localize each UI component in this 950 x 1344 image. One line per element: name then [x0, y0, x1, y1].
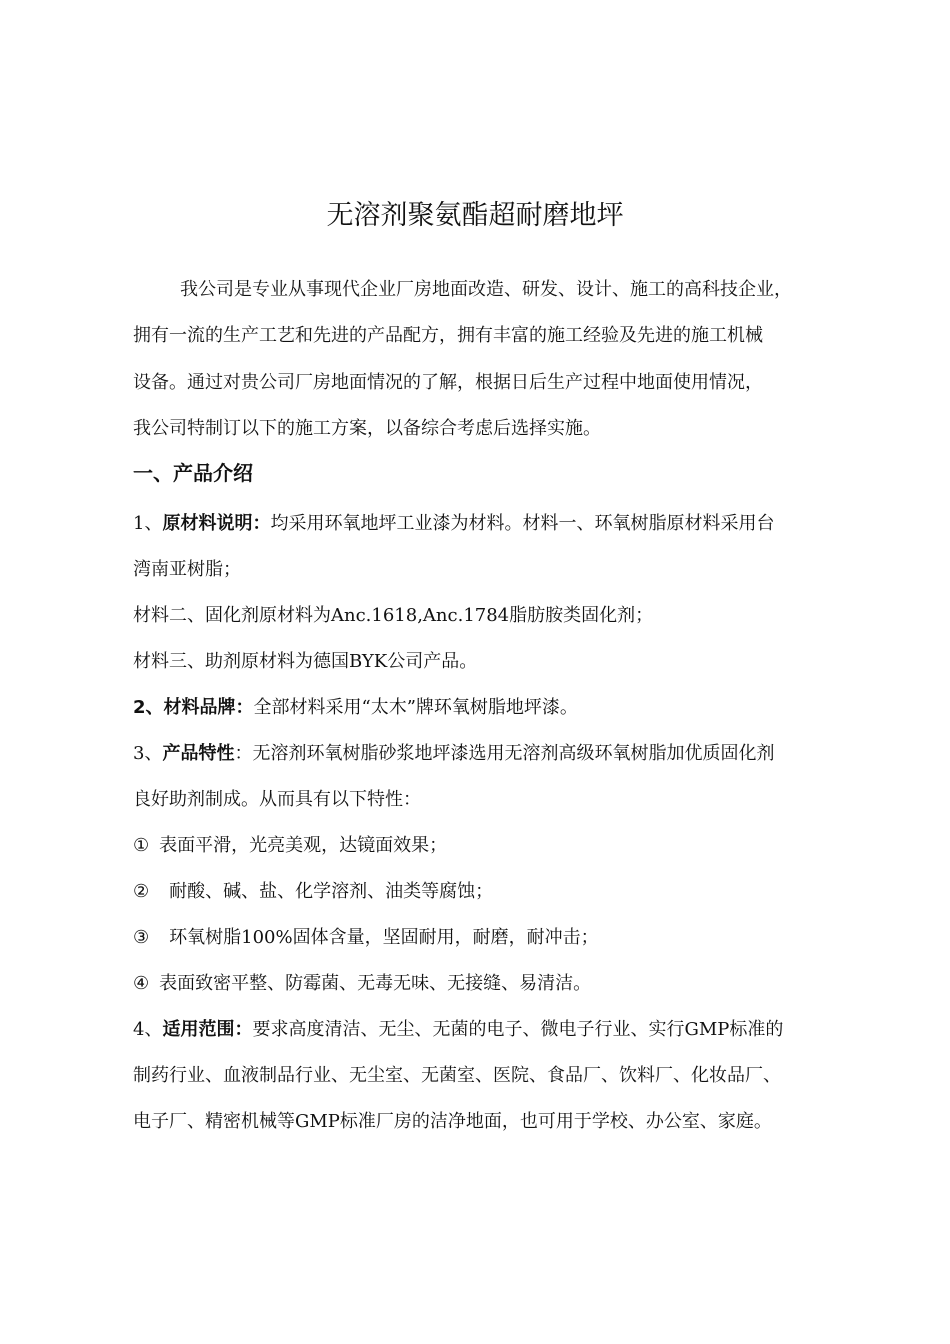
- item-3-label: 产品特性: [162, 743, 235, 764]
- item-4-text: 要求高度清洁、无尘、无菌的电子、微电子行业、实行GMP标准的: [252, 1019, 784, 1040]
- section-heading-product-intro: 一、产品介绍: [133, 461, 253, 485]
- item-1-material-2: 材料二、固化剂原材料为Anc.1618,Anc.1784脂肪胺类固化剂；: [133, 605, 654, 626]
- intro-line-2: 拥有一流的生产工艺和先进的产品配方，拥有丰富的施工经验及先进的施工机械: [133, 325, 763, 346]
- item-4-line-3: 电子厂、精密机械等GMP标准厂房的洁净地面，也可用于学校、办公室、家庭。: [133, 1111, 772, 1132]
- intro-line-1: 我公司是专业从事现代企业厂房地面改造、研发、设计、施工的高科技企业，: [180, 279, 792, 300]
- feature-2-text: 耐酸、碱、盐、化学溶剂、油类等腐蚀；: [169, 881, 494, 902]
- feature-3: [133, 923, 599, 953]
- item-2-line: [133, 693, 578, 723]
- item-1-label: 原材料说明：: [162, 513, 271, 534]
- item-1-number: 1、: [133, 513, 163, 534]
- item-2-label: 2、材料品牌：: [133, 697, 254, 718]
- feature-2: [133, 877, 493, 907]
- item-3-text: ：无溶剂环氧树脂砂浆地坪漆选用无溶剂高级环氧树脂加优质固化剂: [234, 743, 775, 764]
- feature-4: [133, 969, 591, 999]
- item-2-text: 全部材料采用“太木”牌环氧树脂地坪漆。: [253, 697, 578, 718]
- feature-2-number: ②: [133, 881, 150, 902]
- item-3-number: 3、: [133, 743, 163, 764]
- item-1-text: 均采用环氧地坪工业漆为材料。材料一、环氧树脂原材料采用台: [270, 513, 775, 534]
- feature-4-number: ④: [133, 973, 150, 994]
- item-4-line-1: [133, 1015, 783, 1045]
- item-4-label: 适用范围：: [162, 1019, 253, 1040]
- intro-line-4: 我公司特制订以下的施工方案，以备综合考虑后选择实施。: [133, 418, 601, 439]
- intro-line-3: 设备。通过对贵公司厂房地面情况的了解，根据日后生产过程中地面使用情况，: [133, 372, 763, 393]
- feature-3-text: 环氧树脂100%固体含量，坚固耐用，耐磨，耐冲击；: [169, 927, 599, 948]
- item-1-line-1: [133, 509, 774, 539]
- feature-4-text: 表面致密平整、防霉菌、无毒无味、无接缝、易清洁。: [159, 973, 592, 994]
- feature-1: [133, 831, 447, 861]
- item-1-line-2: 湾南亚树脂；: [133, 559, 241, 580]
- item-3-line-1: [133, 739, 774, 769]
- item-1-material-3: 材料三、助剂原材料为德国BYK公司产品。: [133, 651, 478, 672]
- item-4-line-2: 制药行业、血液制品行业、无尘室、无菌室、医院、食品厂、饮料厂、化妆品厂、: [133, 1065, 781, 1086]
- feature-1-text: 表面平滑，光亮美观，达镜面效果；: [159, 835, 448, 856]
- item-3-line-2: 良好助剂制成。从而具有以下特性：: [133, 789, 421, 810]
- feature-3-number: ③: [133, 927, 150, 948]
- item-4-number: 4、: [133, 1019, 163, 1040]
- feature-1-number: ①: [133, 835, 150, 856]
- document-title: 无溶剂聚氨酯超耐磨地坪: [326, 200, 624, 231]
